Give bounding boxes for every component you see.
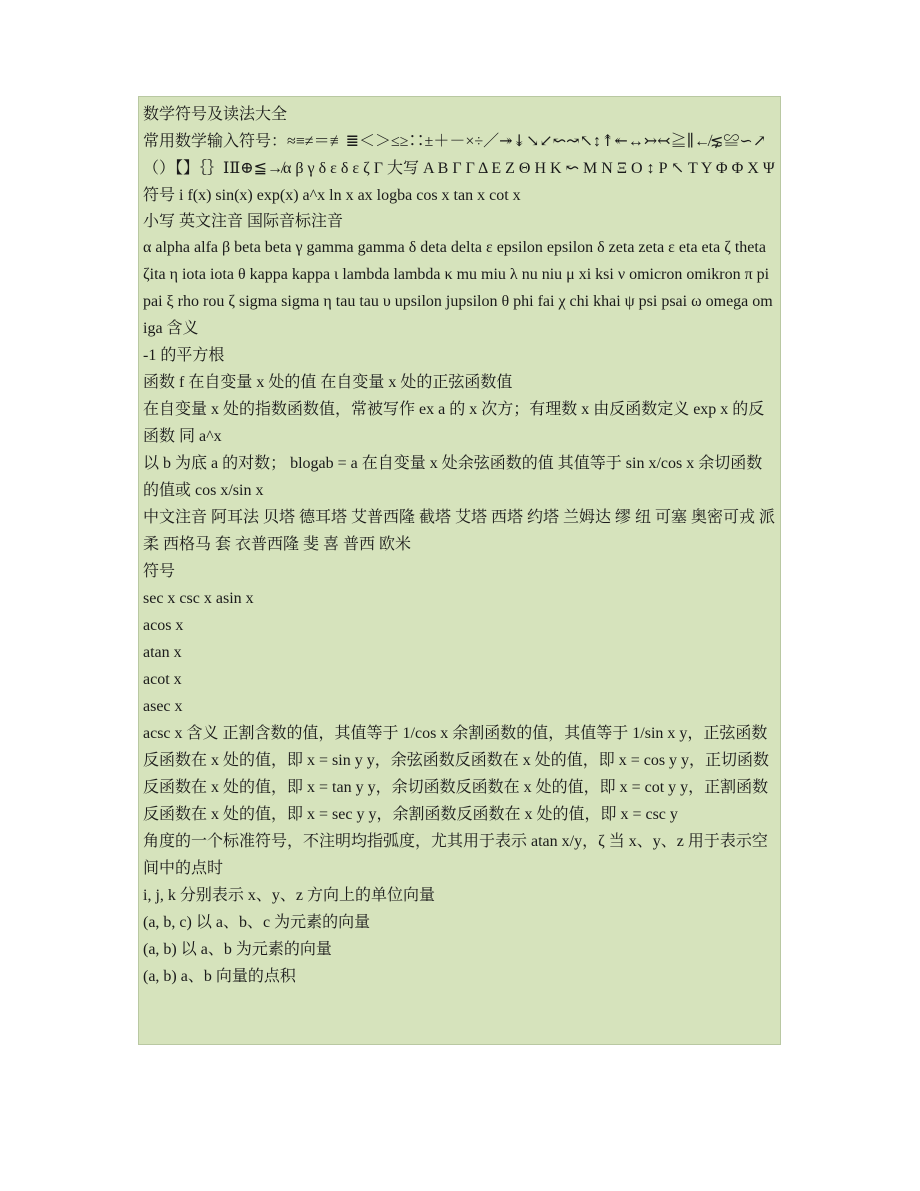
function-line: asec x	[143, 698, 183, 715]
meaning-line: 在自变量 x 处的指数函数值，常被写作 ex a 的 x 次方；有理数 x 由反函数定义 exp x 的反函数 同 a^x	[143, 401, 765, 445]
document-title: 数学符号及读法大全	[143, 106, 288, 123]
table-header: 小写 英文注音 国际音标注音	[143, 213, 344, 230]
meaning-line: -1 的平方根	[143, 347, 225, 364]
function-line: acos x	[143, 617, 184, 634]
meaning-line: (a, b) 以 a、b 为元素的向量	[143, 941, 332, 958]
meaning-line: 函数 f 在自变量 x 处的值 在自变量 x 处的正弦函数值	[143, 374, 513, 391]
function-line: atan x	[143, 644, 182, 661]
meaning-line: i, j, k 分别表示 x、y、z 方向上的单位向量	[143, 887, 435, 904]
function-meaning: acsc x 含义 正割含数的值，其值等于 1/cos x 余割函数的值，其值等于 1/sin x y，正弦函数反函数在 x 处的值，即 x = sin y y，余弦函数反函数在 x 处的值，即 x = cos y y，正切函数反函数在 x 处的值，即 x = tan y y，余切函数反函数在 x 处的值，即 x = cot y y，正割函数反函数在 x 处的值，即 x = sec y y，余割函数反函数在 x 处的值，即 x = csc y	[143, 725, 770, 823]
greek-letter-list: α alpha alfa β beta beta γ gamma gamma δ deta delta ε epsilon epsilon δ zeta zeta ε eta eta ζ theta ζita η iota iota θ kappa kappa ι lambda lambda κ mu miu λ nu niu μ xi ksi ν omicron omikron π pi pai ξ rho rou ζ sigma sigma η tau tau υ upsilon jupsilon θ phi fai χ chi khai ψ psi psai ω omega omiga 含义	[143, 239, 773, 337]
meaning-line: (a, b, c) 以 a、b、c 为元素的向量	[143, 914, 371, 931]
meaning-line: 角度的一个标准符号，不注明均指弧度，尤其用于表示 atan x/y，ζ 当 x、y、z 用于表示空间中的点时	[143, 833, 768, 877]
section-label: 符号	[143, 563, 176, 580]
function-line: acot x	[143, 671, 182, 688]
meaning-line: 以 b 为底 a 的对数； blogab = a 在自变量 x 处余弦函数的值 其值等于 sin x/cos x 余切函数的值或 cos x/sin x	[143, 455, 763, 499]
meaning-line: (a, b) a、b 向量的点积	[143, 968, 296, 985]
chinese-pronunciation: 中文注音 阿耳法 贝塔 德耳塔 艾普西隆 截塔 艾塔 西塔 约塔 兰姆达 缪 纽 可塞 奥密可戎 派 柔 西格马 套 衣普西隆 斐 喜 普西 欧米	[143, 509, 776, 553]
symbol-list: 常用数学输入符号：≈≡≠＝≢≣＜＞≤≥∷±＋－×÷／↠↡↘↙↜↝↖↕↟↞↔↣↢≧∥↚⋦≌∽↗（）【】｛｝ⅠⅡ⊕≦↛α β γ δ ε δ ε ζ Γ 大写 A B Γ Γ Δ E Z Θ H K ↜ M N Ξ O ↕ P ↖ T Y Φ Φ X Ψ 符号 i f(x) sin(x) exp(x) a^x ln x ax logba cos x tan x cot x	[143, 133, 775, 204]
document-box	[138, 96, 781, 1045]
function-line: sec x csc x asin x	[143, 590, 254, 607]
